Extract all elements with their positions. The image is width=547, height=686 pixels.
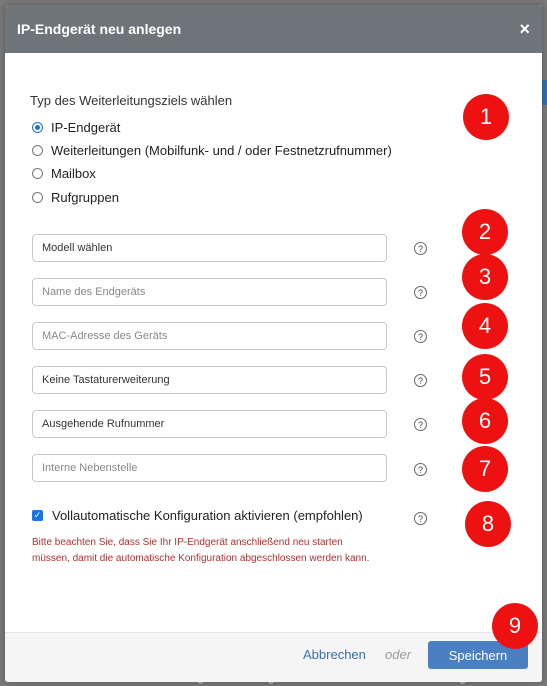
radio-button[interactable] [32,122,43,133]
radio-button[interactable] [32,192,43,203]
radio-ip-device[interactable] [32,120,120,135]
help-icon[interactable]: ? [414,418,427,431]
help-icon[interactable]: ? [414,463,427,476]
or-separator: oder [385,647,412,662]
device-name-input[interactable]: Name des Endgeräts [32,278,387,306]
annotation-badge-8: 8 [465,501,511,547]
auto-config-toggle[interactable] [32,508,363,523]
help-icon[interactable]: ? [414,374,427,387]
internal-extension-input[interactable]: Interne Nebenstelle [32,454,387,482]
radio-label: Weiterleitungen (Mobilfunk- und / oder Festnetzrufnummer) [51,143,392,158]
annotation-badge-6: 6 [462,398,508,444]
auto-config-label: Vollautomatische Konfiguration aktivieren (empfohlen) [52,508,363,523]
dialog-title: IP-Endgerät neu anlegen [17,21,182,37]
restart-warning: Bitte beachten Sie, dass Sie Ihr IP-Endgerät anschließend neu starten müssen, damit die automatische Konfiguration abgeschlossen werden kann. [32,537,370,564]
help-icon[interactable]: ? [414,242,427,255]
annotation-badge-9: 9 [492,603,538,649]
background-page-edge [542,80,547,105]
radio-label: IP-Endgerät [51,120,121,135]
model-select[interactable]: Modell wählen [32,234,387,262]
annotation-badge-4: 4 [462,303,508,349]
dialog-header [5,5,542,53]
close-icon[interactable]: × [519,19,530,39]
annotation-badge-2: 2 [462,209,508,255]
radio-button[interactable] [32,145,43,156]
radio-forwarding[interactable] [32,143,392,158]
create-ip-device-dialog [5,5,542,682]
radio-label: Rufgruppen [51,190,119,205]
target-type-heading: Typ des Weiterleitungsziels wählen [30,93,233,108]
radio-mailbox[interactable] [32,166,96,181]
mac-address-input[interactable]: MAC-Adresse des Geräts [32,322,387,350]
radio-button[interactable] [32,168,43,179]
save-button[interactable]: Speichern [428,641,528,669]
checkbox[interactable]: ✓ [33,510,42,520]
radio-label: Mailbox [51,166,96,181]
annotation-badge-7: 7 [462,446,508,492]
annotation-badge-5: 5 [462,354,508,400]
outgoing-number-select[interactable]: Ausgehende Rufnummer [32,410,387,438]
keypad-extension-select[interactable]: Keine Tastaturerweiterung [32,366,387,394]
annotation-badge-3: 3 [462,254,508,300]
help-icon[interactable]: ? [414,512,427,525]
help-icon[interactable]: ? [414,286,427,299]
help-icon[interactable]: ? [414,330,427,343]
annotation-badge-1: 1 [463,94,509,140]
cancel-link[interactable]: Abbrechen [303,647,366,662]
radio-ring-groups[interactable] [32,190,119,205]
